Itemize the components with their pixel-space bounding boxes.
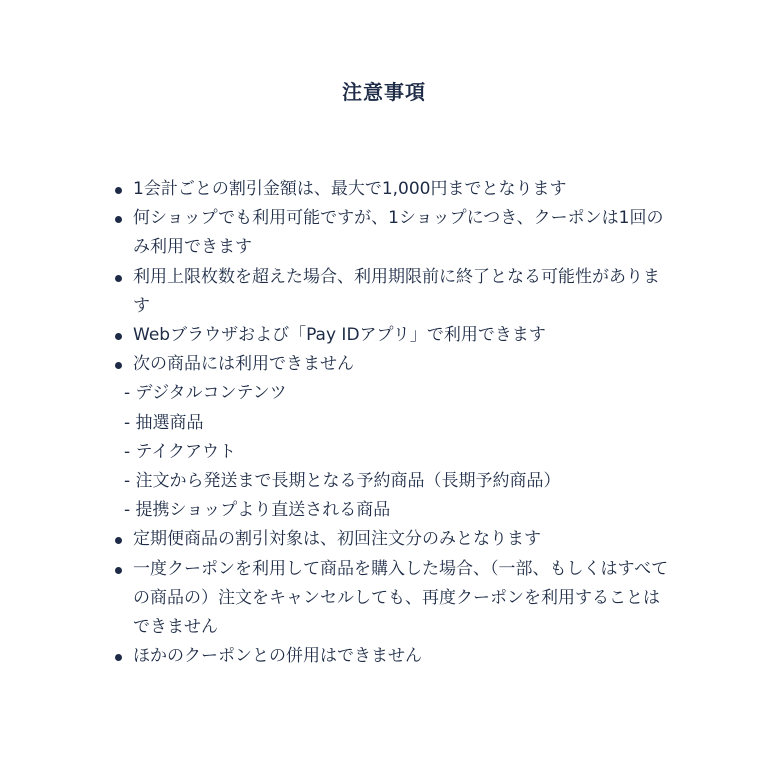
notes-list: [112, 175, 672, 671]
note-item-subscription: 定期便商品の割引対象は、初回注文分のみとなります: [112, 525, 672, 554]
note-item-no-combination: ほかのクーポンとの併用はできません: [112, 642, 672, 671]
excluded-item-digital-content: - デジタルコンテンツ: [124, 383, 287, 404]
excluded-item-takeout: - テイクアウト: [124, 441, 237, 462]
excluded-item-lottery: - 抽選商品: [124, 412, 204, 433]
note-item-channels: Webブラウザおよび「Pay IDアプリ」で利用できます: [112, 321, 672, 350]
note-item-excluded-products: 次の商品には利用できません: [112, 350, 672, 379]
page-title: 注意事項: [342, 80, 426, 104]
note-item-quantity-limit: 利用上限枚数を超えた場合、利用期限前に終了となる可能性があります: [112, 263, 672, 321]
excluded-item-direct-ship: - 提携ショップより直送される商品: [124, 500, 391, 521]
note-item-per-shop: 何ショップでも利用可能ですが、1ショップにつき、クーポンは1回のみ利用できます: [112, 204, 672, 262]
note-item-usage-limit: 1会計ごとの割引金額は、最大で1,000円までとなります: [112, 175, 672, 204]
note-item-cancellation: 一度クーポンを利用して商品を購入した場合、（一部、もしくはすべての商品の）注文をキャンセルしても、再度クーポンを利用することはできません: [112, 555, 672, 643]
excluded-item-long-preorder: - 注文から発送まで長期となる予約商品（長期予約商品）: [124, 471, 561, 492]
